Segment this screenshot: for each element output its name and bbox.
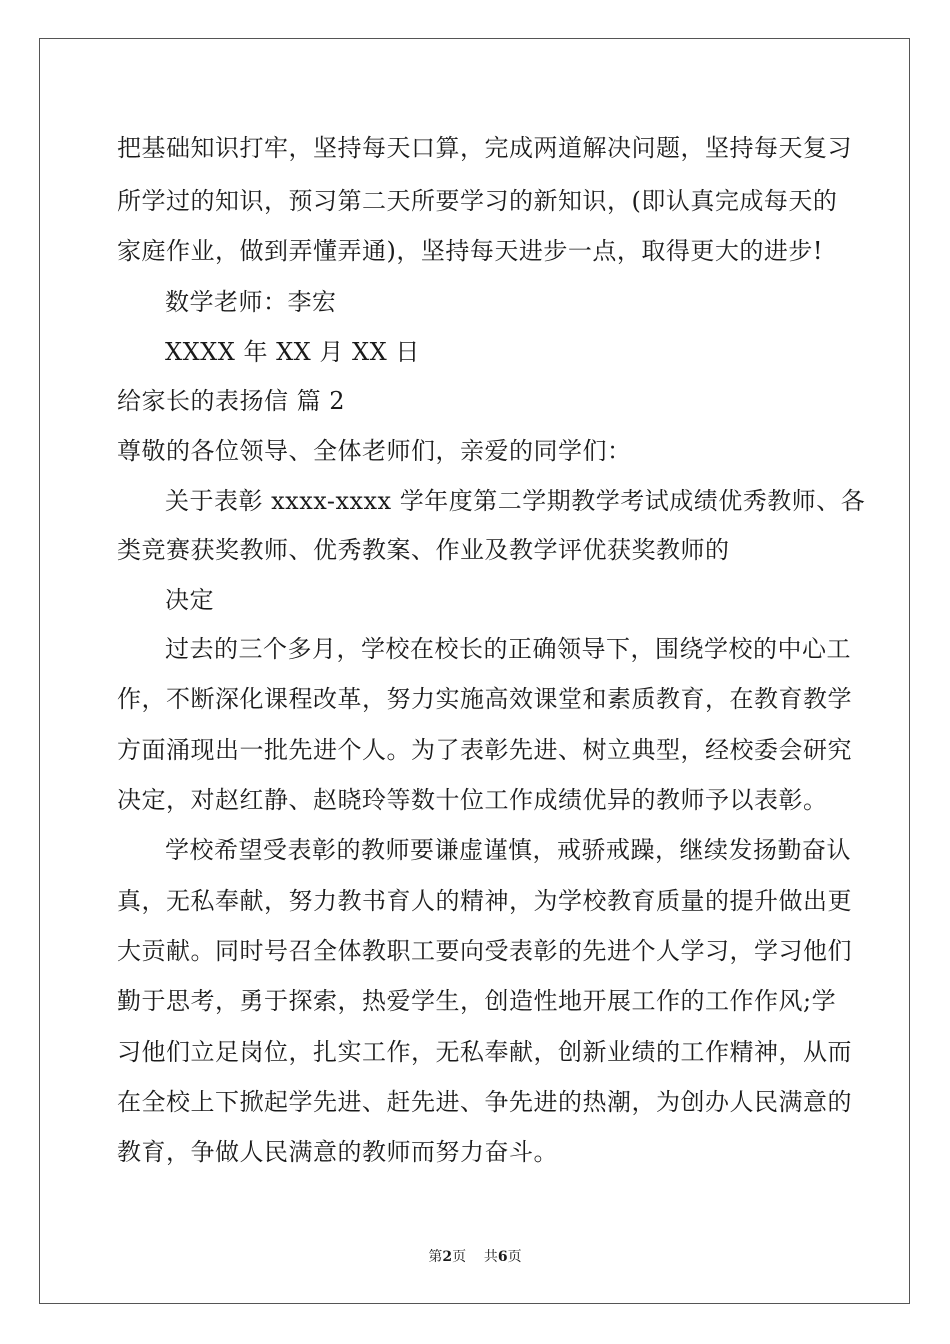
page-footer [0, 1248, 950, 1266]
body-line: 决定 [165, 586, 214, 614]
salutation-line: 尊敬的各位领导、全体老师们，亲爱的同学们： [117, 437, 632, 465]
date-line: XXXX 年 XX 月 XX 日 [165, 338, 420, 366]
body-line: 关于表彰 xxxx-xxxx 学年度第二学期教学考试成绩优秀教师、各 [165, 487, 866, 515]
body-line: 在全校上下掀起学先进、赶先进、争先进的热潮，为创办人民满意的 [117, 1088, 852, 1116]
body-line: 学校希望受表彰的教师要谦虚谨慎，戒骄戒躁，继续发扬勤奋认 [165, 836, 851, 864]
signature-line: 数学老师：李宏 [165, 288, 337, 316]
body-line: 方面涌现出一批先进个人。为了表彰先进、树立典型，经校委会研究 [117, 736, 852, 764]
body-line: 把基础知识打牢，坚持每天口算，完成两道解决问题，坚持每天复习 [117, 134, 852, 162]
page-suffix: 页 [452, 1249, 467, 1265]
section-heading: 给家长的表扬信 篇 2 [117, 387, 346, 415]
total-suffix: 页 [507, 1249, 522, 1265]
body-line: 家庭作业，做到弄懂弄通)，坚持每天进步一点，取得更大的进步! [117, 237, 824, 265]
body-line: 勤于思考，勇于探索，热爱学生，创造性地开展工作的工作作风;学 [117, 987, 837, 1015]
body-line: 过去的三个多月，学校在校长的正确领导下，围绕学校的中心工 [165, 635, 851, 663]
body-line: 所学过的知识，预习第二天所要学习的新知识，(即认真完成每天的 [117, 187, 838, 215]
total-prefix: 共 [483, 1249, 498, 1265]
body-line: 真，无私奉献，努力教书育人的精神，为学校教育质量的提升做出更 [117, 887, 852, 915]
body-line: 类竞赛获奖教师、优秀教案、作业及教学评优获奖教师的 [117, 536, 730, 564]
body-line: 教育，争做人民满意的教师而努力奋斗。 [117, 1138, 558, 1166]
body-line: 大贡献。同时号召全体教职工要向受表彰的先进个人学习，学习他们 [117, 937, 852, 965]
page-number: 2 [442, 1249, 453, 1265]
page-prefix: 第 [428, 1249, 443, 1265]
body-line: 作，不断深化课程改革，努力实施高效课堂和素质教育，在教育教学 [117, 685, 852, 713]
body-line: 习他们立足岗位，扎实工作，无私奉献，创新业绩的工作精神，从而 [117, 1038, 852, 1066]
total-pages: 6 [497, 1249, 508, 1265]
body-line: 决定，对赵红静、赵晓玲等数十位工作成绩优异的教师予以表彰。 [117, 786, 828, 814]
